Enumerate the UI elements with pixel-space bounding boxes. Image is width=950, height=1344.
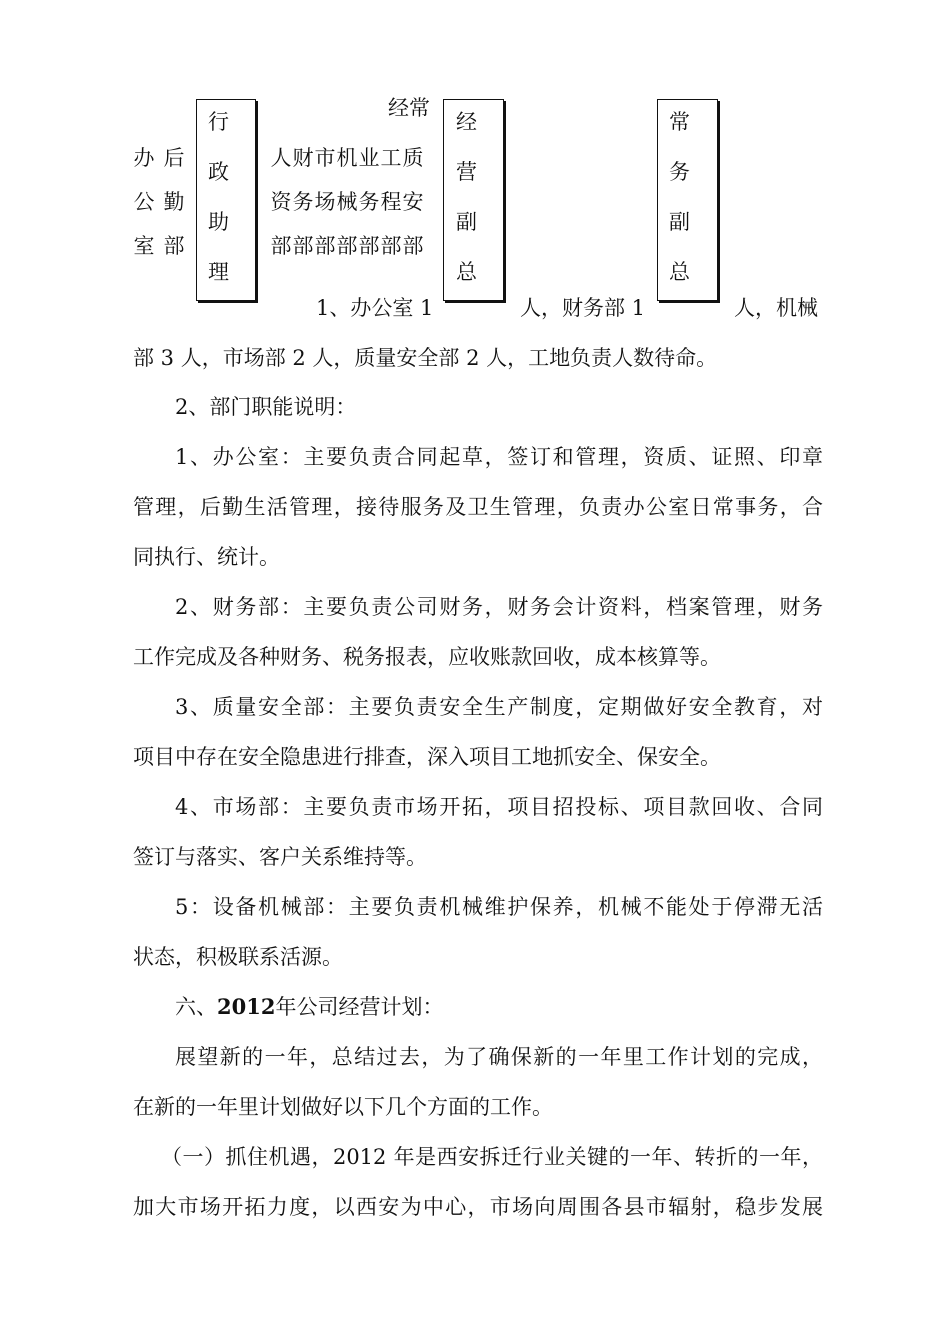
section-prefix: 六、 (175, 995, 217, 1019)
staffing-seg2: 人，财务部 1 (520, 296, 646, 320)
chart-char: 总 (456, 260, 477, 284)
chart-char: 务 (292, 190, 314, 214)
office-column (133, 145, 155, 277)
text-line: 3、质量安全部：主要负责安全生产制度，定期做好安全教育，对 (175, 695, 823, 719)
staffing-seg3: 人，机械 (734, 296, 818, 320)
section-suffix: 年公司经营计划： (275, 995, 444, 1019)
chart-char: 质 (402, 146, 424, 170)
chart-char: 营 (456, 160, 477, 184)
chart-char: 总 (669, 260, 690, 284)
chart-char: 务 (358, 190, 380, 214)
chart-char: 部 (358, 234, 380, 258)
paragraph (133, 1132, 823, 1232)
text-line: （一）抓住机遇，2012 年是西安拆迁行业关键的一年、转折的一年， (161, 1145, 823, 1169)
chart-char: 理 (208, 260, 229, 284)
chart-char: 副 (669, 210, 690, 234)
chart-char: 部 (380, 234, 402, 258)
section-heading (133, 982, 823, 1032)
chart-char: 经 (456, 110, 477, 134)
chart-char: 部 (292, 234, 314, 258)
department-functions (133, 382, 823, 1232)
chart-char: 市 (314, 146, 336, 170)
chart-char: 程 (380, 190, 402, 214)
chart-char: 勤 (163, 190, 185, 214)
paragraph (133, 582, 823, 682)
chart-char: 政 (208, 160, 229, 184)
chart-char: 业 (358, 146, 380, 170)
dept-column (314, 145, 336, 277)
chart-char: 公 (133, 190, 155, 214)
text-line: 4、市场部：主要负责市场开拓，项目招投标、项目款回收、合同 (175, 795, 823, 819)
chart-char: 财 (292, 146, 314, 170)
chart-char: 行 (208, 110, 229, 134)
dept-column (358, 145, 380, 277)
chart-char: 室 (133, 234, 155, 258)
paragraph (133, 882, 823, 982)
admin-assistant-label (208, 109, 230, 309)
chart-char: 办 (133, 146, 155, 170)
text-line (133, 982, 823, 1032)
chart-char: 场 (314, 190, 336, 214)
chart-char: 务 (669, 160, 690, 184)
chart-char: 助 (208, 210, 229, 234)
chart-char: 工 (380, 146, 402, 170)
text-line: 展望新的一年，总结过去，为了确保新的一年里工作计划的完成， (175, 1045, 823, 1069)
chart-char: 人 (270, 146, 292, 170)
chart-char: 部 (336, 234, 358, 258)
dept-column (402, 145, 424, 277)
staffing-line2: 部 3 人，市场部 2 人，质量安全部 2 人，工地负责人数待命。 (133, 346, 718, 370)
logistics-column (163, 145, 185, 277)
paragraph (133, 382, 823, 432)
text-line: 加大市场开拓力度，以西安为中心，市场向周围各县市辐射，稳步发展 (133, 1195, 823, 1219)
chart-char: 械 (336, 190, 358, 214)
chart-char: 部 (314, 234, 336, 258)
chart-char: 资 (270, 190, 292, 214)
business-vp-label (456, 109, 478, 309)
dept-column (380, 145, 402, 277)
paragraph (133, 682, 823, 782)
paragraph (133, 782, 823, 882)
chart-char: 后 (163, 146, 185, 170)
dept-column (270, 145, 292, 277)
text-line: 1、办公室：主要负责合同起草，签订和管理，资质、证照、印章 (175, 445, 823, 469)
text-line: 在新的一年里计划做好以下几个方面的工作。 (133, 1095, 553, 1119)
text-line: 签订与落实、客户关系维持等。 (133, 845, 427, 869)
chart-char: 部 (270, 234, 292, 258)
chart-char: 常 (669, 110, 690, 134)
text-line: 2、部门职能说明： (175, 395, 357, 419)
chart-char: 部 (402, 234, 424, 258)
text-line: 工作完成及各种财务、税务报表，应收账款回收，成本核算等。 (133, 645, 721, 669)
chart-char: 安 (402, 190, 424, 214)
paragraph (133, 432, 823, 582)
dept-column (292, 145, 314, 277)
dept-column (336, 145, 358, 277)
routine-vp-label (669, 109, 691, 309)
chart-char: 部 (163, 234, 185, 258)
chart-char: 机 (336, 146, 358, 170)
chart-char: 副 (456, 210, 477, 234)
text-line: 同执行、统计。 (133, 545, 280, 569)
top-label: 经常 (388, 96, 430, 120)
text-line: 状态，积极联系活源。 (133, 945, 343, 969)
section-year: 2012 (217, 994, 276, 1019)
staffing-seg1: 1、办公室 1 (316, 296, 434, 320)
paragraph (133, 1032, 823, 1132)
text-line: 管理，后勤生活管理，接待服务及卫生管理，负责办公室日常事务，合 (133, 495, 823, 519)
text-line: 5：设备机械部：主要负责机械维护保养，机械不能处于停滞无活 (175, 895, 823, 919)
text-line: 2、财务部：主要负责公司财务，财务会计资料，档案管理，财务 (175, 595, 823, 619)
text-line: 项目中存在安全隐患进行排查，深入项目工地抓安全、保安全。 (133, 745, 721, 769)
